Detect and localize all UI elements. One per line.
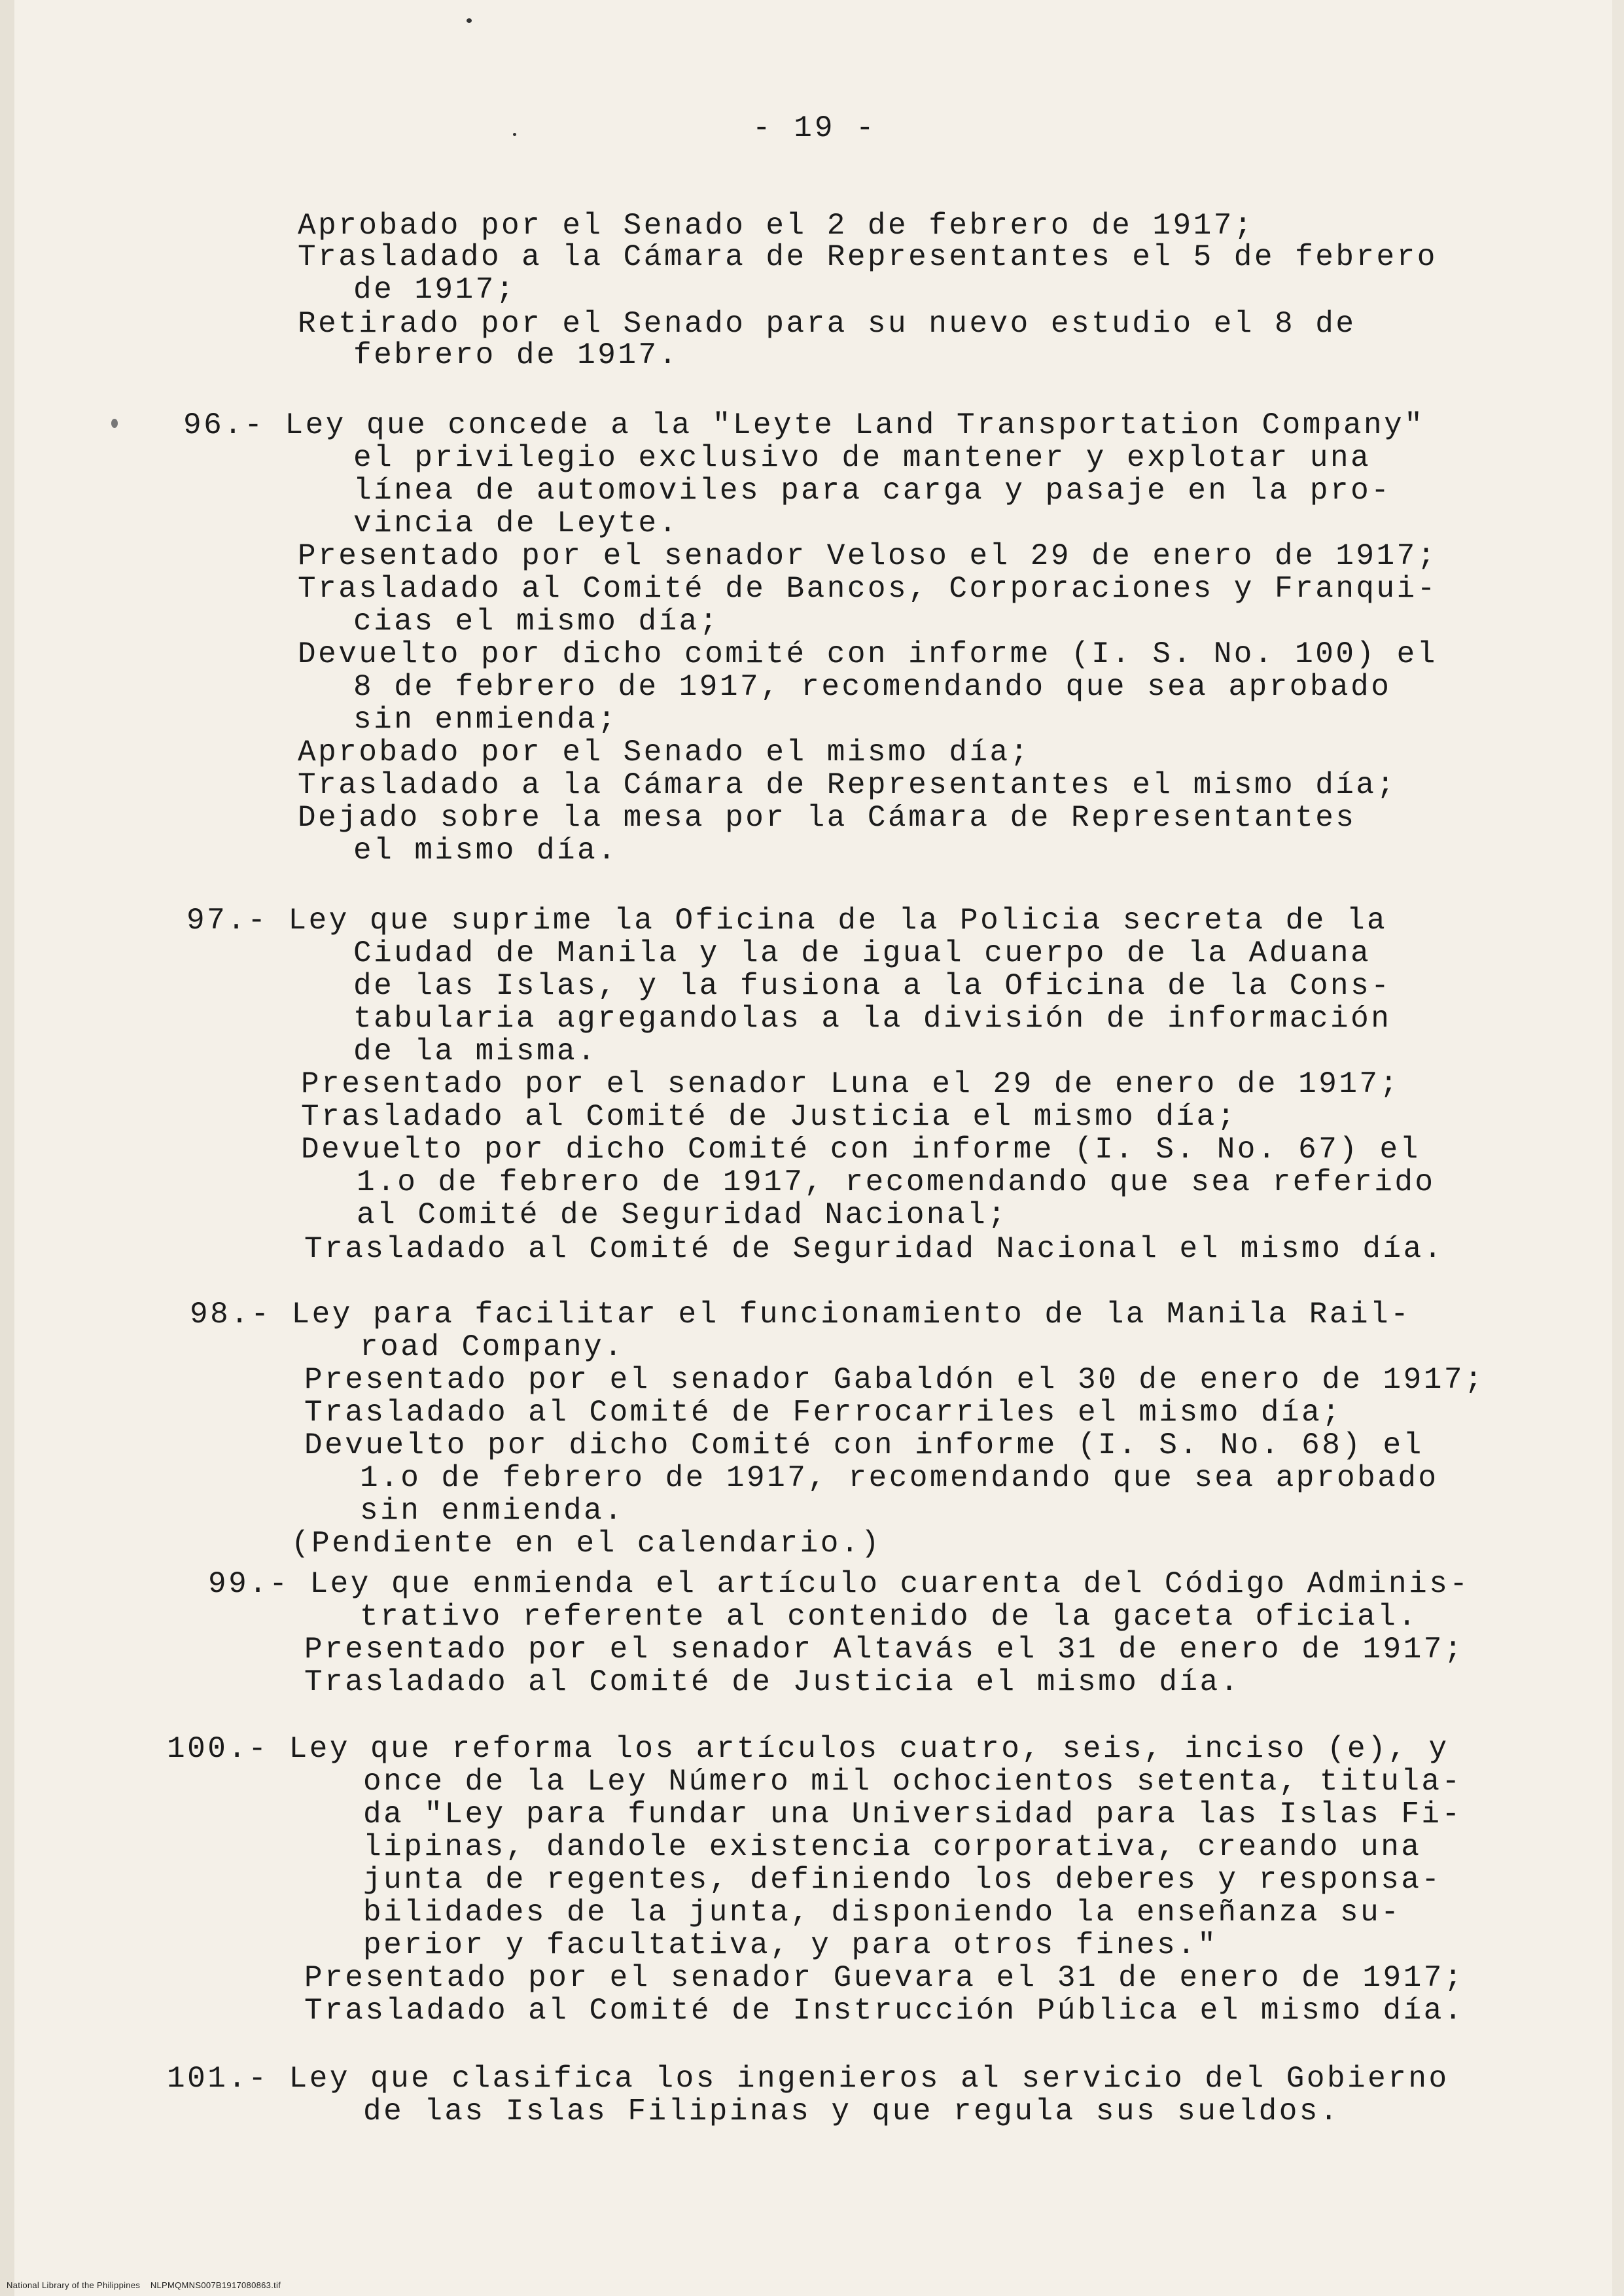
text-line: Trasladado a la Cámara de Representantes el 5 de febrero [298,240,1438,274]
text-line: sin enmienda. [360,1494,625,1528]
text-line: lipinas, dandole existencia corporativa, creando una [363,1830,1422,1864]
text-line: Aprobado por el Senado el mismo día; [298,735,1031,769]
text-line: cias el mismo día; [353,605,720,639]
text-line: Trasladado al Comité de Seguridad Nacional el mismo día. [304,1232,1444,1266]
text-line: de las Islas Filipinas y que regula sus sueldos. [363,2094,1341,2128]
text-line: Devuelto por dicho Comité con informe (I. S. No. 67) el [301,1133,1421,1167]
text-line: Ciudad de Manila y la de igual cuerpo de la Aduana [353,936,1371,970]
text-line: Retirado por el Senado para su nuevo estudio el 8 de [298,307,1356,341]
entry-101-title: 101.- Ley que clasifica los ingenieros al servicio del Gobierno [167,2062,1449,2096]
text-line: sin enmienda; [353,703,618,737]
text-line: el privilegio exclusivo de mantener y explotar una [353,441,1371,475]
ink-speck [111,419,118,428]
text-line: 1.o de febrero de 1917, recomendando que sea referido [357,1165,1436,1199]
text-line: bilidades de la junta, disponiendo la enseñanza su- [363,1896,1402,1930]
entry-97-title: 97.- Ley que suprime la Oficina de la Policia secreta de la [186,904,1388,938]
text-line: junta de regentes, definiendo los deberes y responsa- [363,1863,1442,1897]
entry-99-title: 99.- Ley que enmienda el artículo cuarenta del Código Adminis- [208,1567,1470,1601]
text-line: road Company. [360,1330,625,1364]
text-line: 1.o de febrero de 1917, recomendando que sea aprobado [360,1461,1439,1495]
text-line: Presentado por el senador Veloso el 29 de enero de 1917; [298,539,1438,573]
page-number: - 19 - [752,111,877,145]
text-line: Aprobado por el Senado el 2 de febrero de 1917; [298,209,1254,243]
text-line: tabularia agregandolas a la división de información [353,1002,1392,1036]
text-line: Devuelto por dicho comité con informe (I. S. No. 100) el [298,637,1438,671]
text-line: de la misma. [353,1034,598,1069]
text-line: Trasladado a la Cámara de Representantes el mismo día; [298,768,1397,802]
entry-96-title: 96.- Ley que concede a la "Leyte Land Transportation Company" [183,408,1425,442]
text-line: trativo referente al contenido de la gaceta oficial. [360,1600,1419,1634]
text-line: da "Ley para fundar una Universidad para las Islas Fi- [363,1797,1462,1831]
ink-speck [467,18,472,23]
ink-speck [513,133,516,136]
text-line: Devuelto por dicho Comité con informe (I. S. No. 68) el [304,1428,1424,1462]
text-line: Presentado por el senador Luna el 29 de enero de 1917; [301,1067,1400,1101]
entry-100-title: 100.- Ley que reforma los artículos cuatro, seis, inciso (e), y [167,1732,1449,1766]
text-line: Trasladado al Comité de Justicia el mismo día. [304,1665,1241,1699]
text-line: febrero de 1917. [353,338,679,372]
text-line: Trasladado al Comité de Bancos, Corporaciones y Franqui- [298,572,1438,606]
text-line: perior y facultativa, y para otros fines." [363,1928,1218,1962]
text-line: vincia de Leyte. [353,506,679,540]
text-line: de las Islas, y la fusiona a la Oficina de la Cons- [353,969,1392,1003]
text-line: Presentado por el senador Guevara el 31 de enero de 1917; [304,1961,1464,1995]
text-line: Presentado por el senador Gabaldón el 30 de enero de 1917; [304,1363,1485,1397]
text-line: Trasladado al Comité de Instrucción Pública el mismo día. [304,1994,1464,2028]
text-line: Presentado por el senador Altavás el 31 de enero de 1917; [304,1633,1464,1667]
text-line: (Pendiente en el calendario.) [291,1527,882,1561]
text-line: Trasladado al Comité de Ferrocarriles el mismo día; [304,1396,1343,1430]
text-line: 8 de febrero de 1917, recomendando que sea aprobado [353,670,1392,704]
archive-footer: National Library of the Philippines NLPMQMNS007B1917080863.tif [7,2280,281,2290]
text-line: al Comité de Seguridad Nacional; [357,1198,1008,1232]
text-line: línea de automoviles para carga y pasaje en la pro- [353,474,1392,508]
text-line: el mismo día. [353,834,618,868]
text-line: de 1917; [353,273,516,307]
text-line: Trasladado al Comité de Justicia el mismo día; [301,1100,1237,1134]
text-line: once de la Ley Número mil ochocientos setenta, titula- [363,1765,1462,1799]
entry-98-title: 98.- Ley para facilitar el funcionamiento de la Manila Rail- [190,1298,1411,1332]
text-line: Dejado sobre la mesa por la Cámara de Representantes [298,801,1356,835]
